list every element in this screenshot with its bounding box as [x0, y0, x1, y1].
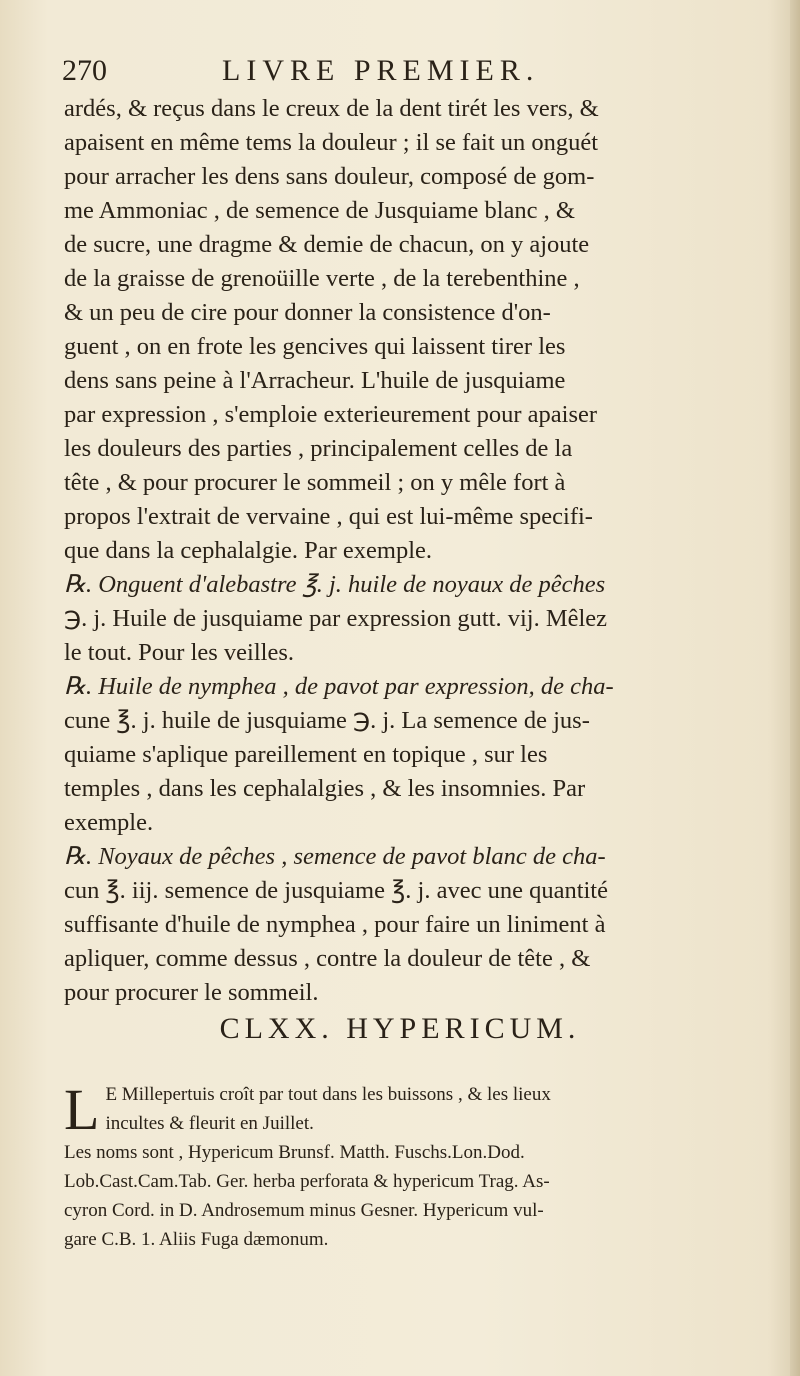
text-line: Les noms sont , Hypericum Brunsf. Matth. Fuschs.Lon.Dod. [64, 1142, 525, 1163]
text-line: quiame s'aplique pareillement en topique , sur les [64, 741, 548, 768]
text-line: pour arracher les dens sans douleur, composé de gom- [64, 163, 595, 190]
text-line: propos l'extrait de vervaine , qui est lui-même specifi- [64, 503, 593, 530]
drop-cap: L [64, 1077, 100, 1142]
recipe-line: ℞. Huile de nymphea , de pavot par expression, de cha- [64, 673, 614, 700]
text-line: pour procurer le sommeil. [64, 979, 319, 1006]
text-line: de sucre, une dragme & demie de chacun, on y ajoute [64, 231, 590, 258]
recipe-line: ℞. Noyaux de pêches , semence de pavot blanc de cha- [64, 843, 606, 870]
recipe-line: cun ℥. iij. semence de jusquiame ℥. j. avec une quantité [64, 877, 608, 904]
text-line: Lob.Cast.Cam.Tab. Ger. herba perforata & hypericum Trag. As- [64, 1171, 550, 1192]
page-edge [790, 0, 800, 1376]
text-line: suffisante d'huile de nymphea , pour faire un liniment à [64, 911, 606, 938]
text-line: temples , dans les cephalalgies , & les insomnies. Par [64, 775, 586, 802]
text-line: incultes & fleurit en Juillet. [105, 1113, 314, 1134]
section-title: CLXX. HYPERICUM. [219, 1012, 581, 1045]
text-line: tête , & pour procurer le sommeil ; on y mêle fort à [64, 469, 566, 496]
text-line: ardés, & reçus dans le creux de la dent tirét les vers, & [64, 95, 599, 122]
text-line: que dans la cephalalgie. Par exemple. [64, 537, 433, 564]
text-line: apliquer, comme dessus , contre la douleur de tête , & [64, 945, 591, 972]
text-line: guent , on en frote les gencives qui laissent tirer les [64, 333, 566, 360]
running-title: LIVRE PREMIER. [222, 54, 540, 87]
text-line: & un peu de cire pour donner la consistence d'on- [64, 299, 551, 326]
section-text [64, 1077, 736, 1254]
text-line: dens sans peine à l'Arracheur. L'huile de jusquiame [64, 367, 566, 394]
text-line: apaisent en même tems la douleur ; il se fait un onguét [64, 129, 599, 156]
text-line: gare C.B. 1. Aliis Fuga dæmonum. [64, 1229, 329, 1250]
recipe-line: ℈. j. Huile de jusquiame par expression gutt. vij. Mêlez [64, 605, 608, 632]
text-line: par expression , s'emploie exterieurement pour apaiser [64, 401, 598, 428]
text-line: me Ammoniac , de semence de Jusquiame blanc , & [64, 197, 575, 224]
text-line: exemple. [64, 809, 154, 836]
page-number: 270 [62, 54, 107, 87]
text-line: de la graisse de grenoüille verte , de la terebenthine , [64, 265, 580, 292]
text-line: E Millepertuis croît par tout dans les buissons , & les lieux [105, 1084, 551, 1105]
recipe-line: ℞. Onguent d'alebastre ℥. j. huile de noyaux de pêches [64, 571, 606, 598]
recipe-line: cune ℥. j. huile de jusquiame ℈. j. La semence de jus- [64, 707, 590, 734]
text-line: le tout. Pour les veilles. [64, 639, 294, 666]
text-line: cyron Cord. in D. Androsemum minus Gesner. Hypericum vul- [64, 1200, 544, 1221]
body-text [64, 92, 736, 1010]
text-line: les douleurs des parties , principalement celles de la [64, 435, 573, 462]
page-header [62, 54, 742, 94]
